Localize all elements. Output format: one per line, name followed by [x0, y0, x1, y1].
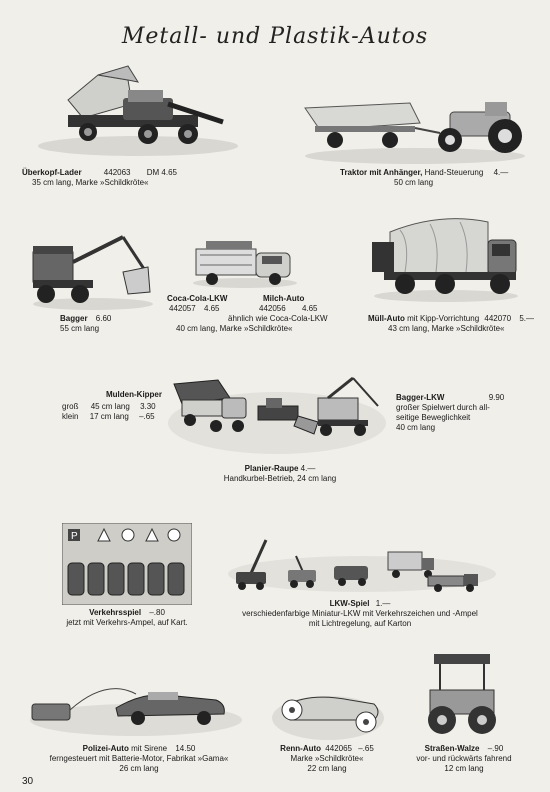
polizei-auto-image — [26, 668, 242, 738]
item-name: Coca-Cola-LKW — [167, 294, 228, 303]
item-number: 442070 — [484, 314, 512, 323]
item-price: 9.90 — [488, 393, 505, 402]
item-price: –.65 — [139, 412, 155, 421]
item-extra: mit Kipp-Vorrichtung — [407, 314, 480, 323]
item-price: 14.50 — [175, 744, 196, 753]
verkehrsspiel-caption — [52, 608, 202, 628]
item-desc: 43 cm lang, Marke »Schildkröte« — [388, 324, 505, 333]
verkehrsspiel-image — [62, 523, 192, 605]
item-price: –.80 — [149, 608, 165, 617]
item-name: Polizei-Auto — [82, 744, 129, 753]
item-extra: mit Sirene — [131, 744, 168, 753]
item-desc-2: 22 cm lang — [307, 764, 347, 773]
milch-caption — [228, 294, 328, 324]
planier-caption — [200, 464, 360, 484]
item-desc: jetzt mit Verkehrs-Ampel, auf Kart. — [66, 618, 188, 627]
traktor-image — [300, 88, 530, 168]
item-price: 5.— — [519, 314, 534, 323]
item-desc: Handkurbel-Betrieb, 24 cm lang — [223, 474, 337, 483]
cocacola-shared-desc: 40 cm lang, Marke »Schildkröte« — [176, 324, 293, 333]
item-price: 6.60 — [95, 314, 112, 323]
item-price: 4.65 — [301, 304, 318, 313]
item-name: Bagger — [60, 314, 88, 323]
item-desc-2: mit Lichtregelung, auf Karton — [308, 619, 412, 628]
item-number: 442057 — [169, 304, 196, 313]
item-number: 442063 — [103, 168, 131, 177]
renn-auto-image — [270, 672, 386, 742]
item-price: –.65 — [358, 744, 374, 753]
item-desc-2: 12 cm lang — [444, 764, 484, 773]
mulden-caption — [60, 390, 162, 400]
page-title: Metall- und Plastik-Autos — [121, 24, 429, 49]
item-price: 4.65 — [203, 304, 220, 313]
item-name: Überkopf-Lader — [22, 168, 82, 177]
cocacola-caption — [167, 294, 227, 314]
item-desc-1: ferngesteuert mit Batterie-Motor, Fabrikat »Gama« — [49, 754, 229, 763]
mulden-row-gross — [62, 402, 156, 412]
item-name: LKW-Spiel — [329, 599, 370, 608]
item-name: Mulden-Kipper — [106, 390, 162, 399]
item-name: Traktor mit Anhänger, — [340, 168, 423, 177]
strassen-walze-image — [424, 652, 504, 742]
sign-p-letter: P — [71, 531, 78, 542]
item-price: –.90 — [487, 744, 504, 753]
mulden-planier-bagger-group-image — [168, 376, 388, 462]
item-price: 1.— — [375, 599, 391, 608]
item-price: 4.— — [493, 168, 509, 177]
size-value: 17 cm lang — [89, 412, 129, 421]
item-price: 4.— — [300, 464, 316, 473]
size-label: groß — [62, 402, 79, 411]
item-name: Verkehrsspiel — [89, 608, 142, 617]
traktor-caption — [340, 168, 508, 188]
item-desc-2: 26 cm lang — [119, 764, 159, 773]
item-name: Planier-Raupe — [244, 464, 299, 473]
item-desc-1: verschiedenfarbige Miniatur-LKW mit Verkehrszeichen und -Ampel — [242, 609, 478, 618]
item-price: DM 4.65 — [146, 168, 177, 177]
walze-caption — [404, 744, 524, 774]
size-value: 45 cm lang — [90, 402, 130, 411]
renn-caption — [262, 744, 392, 774]
item-name: Straßen-Walze — [424, 744, 480, 753]
item-desc-1: großer Spielwert durch all- — [396, 403, 490, 412]
item-desc-2: seitige Beweglichkeit — [396, 413, 471, 422]
item-number: 442065 — [325, 744, 352, 753]
item-name: Müll-Auto — [368, 314, 405, 323]
item-desc-1: Marke »Schildkröte« — [290, 754, 364, 763]
item-desc-3: 40 cm lang — [396, 423, 436, 432]
bagger-lkw-caption — [396, 393, 504, 433]
item-name: Milch-Auto — [263, 294, 305, 303]
item-price: 3.30 — [140, 402, 156, 411]
item-number: 442056 — [259, 304, 286, 313]
bagger-caption — [60, 314, 111, 334]
ueberkopf-caption — [22, 168, 177, 188]
muell-auto-image — [370, 212, 522, 304]
muell-caption — [368, 314, 534, 334]
item-desc: ähnlich wie Coca-Cola-LKW — [228, 314, 328, 323]
bagger-image — [28, 232, 158, 312]
cocacola-lkw-image — [190, 235, 300, 290]
size-label: klein — [62, 412, 79, 421]
lkw-spiel-caption — [210, 599, 510, 629]
ueberkopf-lader-image — [28, 60, 238, 160]
polizei-caption — [14, 744, 264, 774]
item-name: Bagger-LKW — [396, 393, 445, 402]
item-desc-1: vor- und rückwärts fahrend — [416, 754, 512, 763]
item-name: Renn-Auto — [280, 744, 322, 753]
item-desc: 35 cm lang, Marke »Schildkröte« — [32, 178, 149, 187]
item-extra: Hand-Steuerung — [424, 168, 484, 177]
mulden-row-klein — [62, 412, 155, 422]
item-desc: 55 cm lang — [60, 324, 100, 333]
item-desc: 50 cm lang — [394, 178, 434, 187]
lkw-spiel-image — [228, 536, 498, 598]
page-number: 30 — [22, 776, 34, 787]
